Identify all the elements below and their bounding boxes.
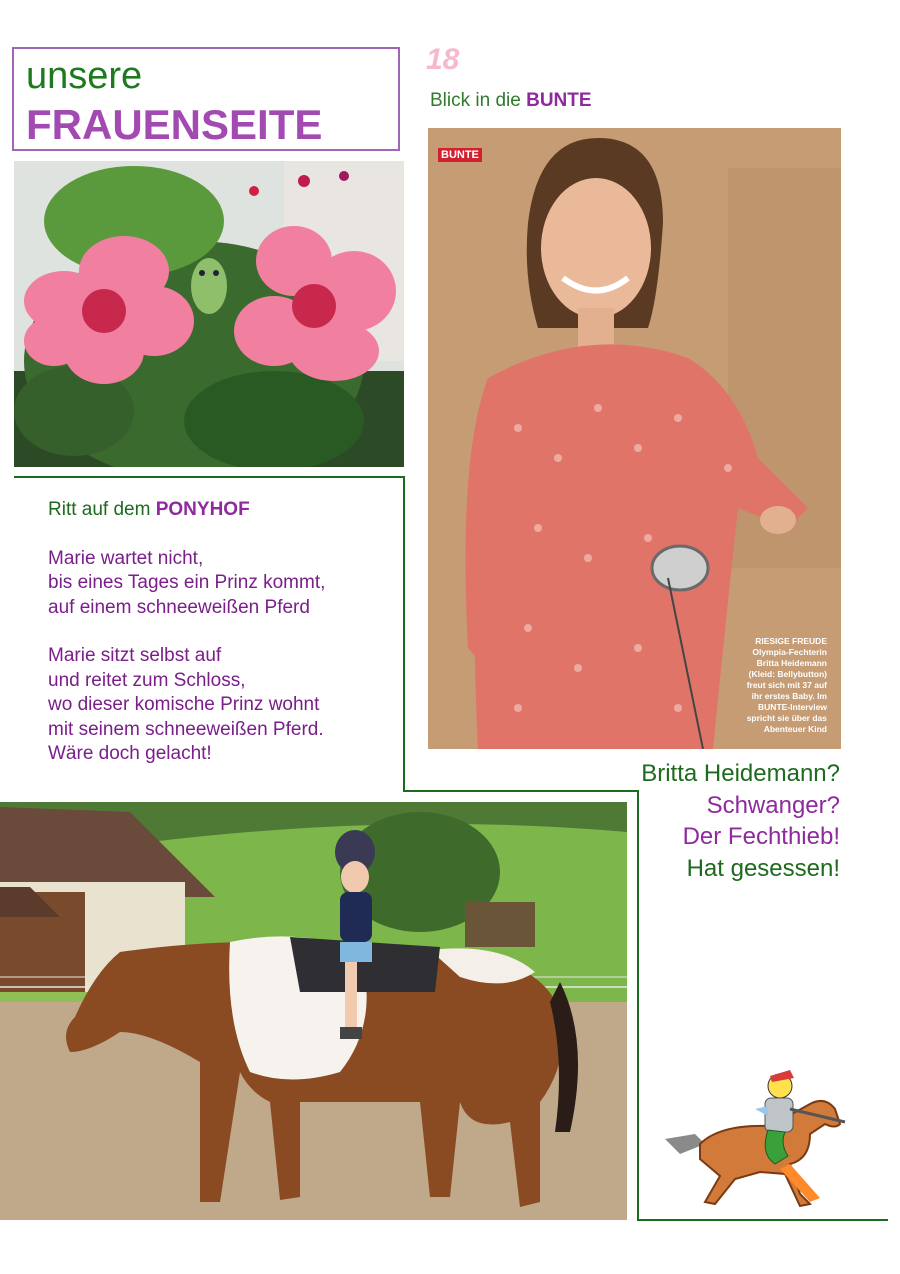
magazine-caption-line: BUNTE-Interview: [758, 702, 827, 712]
caption-line-1: Britta Heidemann?: [641, 760, 840, 787]
bunte-heading: [430, 90, 592, 112]
poem-line: wo dieser komische Prinz wohnt: [48, 694, 320, 715]
divider-line: [637, 1219, 888, 1221]
bunte-prefix: Blick in die: [430, 90, 521, 111]
divider-line: [403, 476, 405, 792]
poem-line: Marie sitzt selbst auf: [48, 645, 222, 666]
poem-heading-bold: PONYHOF: [155, 499, 250, 520]
title-box: [12, 47, 400, 151]
divider-line: [14, 476, 405, 478]
magazine-caption-line: spricht sie über das: [746, 713, 827, 723]
title-line-1: unsere: [26, 55, 143, 97]
bunte-logo: BUNTE: [438, 148, 482, 162]
magazine-caption: [747, 636, 827, 735]
magazine-caption-line: Abenteuer Kind: [763, 724, 827, 734]
poem-line: Wäre doch gelacht!: [48, 743, 212, 764]
divider-line: [637, 790, 639, 1221]
magazine-caption-line: (Kleid: Bellybutton): [748, 669, 827, 679]
magazine-caption-line: ihr erstes Baby. Im: [751, 691, 827, 701]
magazine-caption-line: freut sich mit 37 auf: [746, 680, 827, 690]
magazine-photo: [428, 128, 841, 749]
magazine-caption-line: Britta Heidemann: [756, 658, 827, 668]
magazine-caption-line: Olympia-Fechterin: [752, 647, 827, 657]
poem: [48, 498, 325, 767]
poem-line: mit seinem schneeweißen Pferd.: [48, 718, 324, 740]
page-number: 18: [426, 43, 460, 76]
title-line-2: FRAUENSEITE: [26, 101, 323, 148]
bunte-word: BUNTE: [526, 90, 592, 111]
hibiscus-photo: [14, 161, 404, 467]
pony-photo: [0, 802, 627, 1220]
divider-line: [403, 790, 639, 792]
poem-line: und reitet zum Schloss,: [48, 669, 246, 691]
poem-line: auf einem schneeweißen Pferd: [48, 596, 310, 618]
poem-line: bis eines Tages ein Prinz kommt,: [48, 572, 326, 593]
caption-line-3: Der Fechthieb!: [682, 823, 840, 850]
poem-stanza-2: [48, 644, 325, 767]
horse-rider-clipart: [660, 1064, 850, 1214]
britta-caption: [641, 758, 840, 884]
poem-heading-prefix: Ritt auf dem: [48, 499, 151, 520]
magazine-caption-line: RIESIGE FREUDE: [755, 636, 827, 646]
poem-heading: [48, 498, 325, 523]
caption-line-2: Schwanger?: [706, 791, 840, 819]
caption-line-4: Hat gesessen!: [686, 854, 840, 882]
poem-line: Marie wartet nicht,: [48, 547, 204, 569]
poem-stanza-1: [48, 547, 325, 621]
